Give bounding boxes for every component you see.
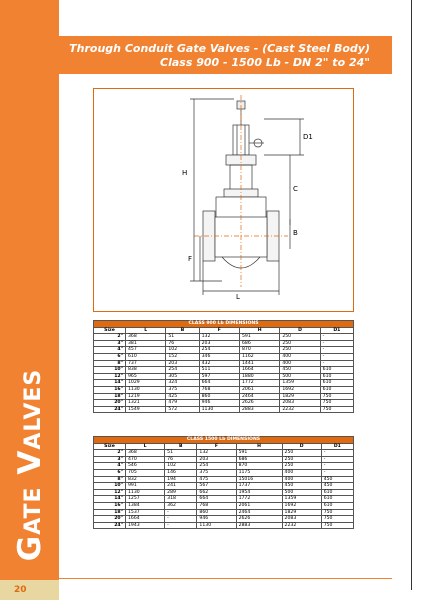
table-cell: 1664 [239,367,279,374]
table-cell: 610 [321,489,353,496]
table-cell: 1549 [126,406,166,413]
col-size: Size [94,443,126,450]
table-row [94,393,354,400]
table-cell: 250 [280,340,320,347]
valve-drawing [94,89,355,313]
table-cell: 375 [197,469,236,476]
table-cell: 1772 [236,496,282,503]
table-cell: 6" [94,353,126,360]
table-row [94,509,354,516]
col-size: Size [94,327,126,334]
table-cell: 475 [197,476,236,483]
table-cell: 250 [282,456,321,463]
table-cell: 450 [282,483,321,490]
table-cell: 965 [126,373,166,380]
table-row [94,373,354,380]
table-cell: 425 [166,393,199,400]
table-cell: 1130 [126,386,166,393]
table-cell: 51 [166,334,199,341]
table-cell: 511 [199,367,239,374]
table-cell: 1257 [126,496,165,503]
table-cell: 152 [166,353,199,360]
table-cell: 3" [94,456,126,463]
table-row [94,347,354,354]
table-cell: 1692 [282,502,321,509]
table-cell: 610 [126,353,166,360]
table-cell: 705 [126,469,165,476]
table-row [94,334,354,341]
table-cell: 750 [321,516,353,523]
table-cell: 610 [320,373,353,380]
side-title-text: Gate Valves [12,368,48,562]
table-cell: 20" [94,516,126,523]
page-number: 20 [14,585,27,595]
table-cell: - [320,334,353,341]
table-cell: 1162 [239,353,279,360]
table-cell: 250 [282,450,321,457]
table-cell: 254 [199,347,239,354]
table-cell: 4" [94,347,126,354]
table-cell: 832 [126,476,165,483]
table-cell: 1359 [280,380,320,387]
table-cell: 3" [94,340,126,347]
table-cell: 2" [94,334,126,341]
table-cell: 1880 [239,373,279,380]
bottom-rule [59,578,392,579]
table-row [94,496,354,503]
class1500-body [94,450,354,529]
col-D1: D1 [320,327,353,334]
table-cell: - [321,450,353,457]
table-row [94,400,354,407]
table-cell: 1029 [126,380,166,387]
table-cell: 1829 [282,509,321,516]
col-B: B [166,327,199,334]
table-cell: 470 [126,456,165,463]
table-cell: 2232 [282,522,321,529]
table-cell: 2626 [239,400,279,407]
table-cell: 16" [94,386,126,393]
table-cell: - [321,469,353,476]
col-H: H [236,443,282,450]
table-cell: 51 [165,450,197,457]
table-cell: - [320,360,353,367]
table-cell: 132 [197,450,236,457]
table-cell: 591 [239,334,279,341]
label-D1: D1 [303,133,313,141]
label-C: C [293,185,298,193]
table-cell: 479 [166,400,199,407]
table-cell: 991 [126,483,165,490]
class1500-table [93,436,354,529]
table-cell: 346 [199,353,239,360]
table-cell: 18" [94,509,126,516]
table-cell: 2061 [236,502,282,509]
table-cell: 16" [94,502,126,509]
table-cell: 14" [94,496,126,503]
table-cell: - [320,347,353,354]
class1500-caption: CLASS 1500 Lb DIMENSIONS [94,437,354,444]
table-cell: 591 [236,450,282,457]
table-row [94,360,354,367]
table-cell: 250 [280,334,320,341]
table-cell: 203 [166,360,199,367]
table-cell: 76 [165,456,197,463]
table-cell: 2083 [282,516,321,523]
label-B: B [293,229,298,237]
table-cell: 1954 [236,489,282,496]
table-cell: 400 [282,476,321,483]
label-H: H [182,169,188,177]
table-cell: 610 [320,367,353,374]
table-cell: 2464 [239,393,279,400]
table-row [94,502,354,509]
table-cell: 362 [165,502,197,509]
table-cell: 375 [166,386,199,393]
table-cell: 838 [126,367,166,374]
table-cell: 610 [321,496,353,503]
table-cell: 1219 [126,393,166,400]
page-title-line1: Through Conduit Gate Valves - (Cast Steel Body) [69,42,370,55]
table-cell: 2626 [236,516,282,523]
table-cell: 768 [197,502,236,509]
table-cell: 8" [94,360,126,367]
table-cell: 1175 [236,469,282,476]
table-cell: 1692 [280,386,320,393]
table-cell: 1737 [236,483,282,490]
class900-caption: CLASS 900 Lb DIMENSIONS [94,321,354,328]
table-cell: 610 [320,386,353,393]
table-cell: 305 [166,373,199,380]
table-cell: 2883 [236,522,282,529]
table-cell: 450 [321,476,353,483]
table-cell: 860 [199,393,239,400]
table-cell: - [321,463,353,470]
table-row [94,386,354,393]
table-cell: 241 [165,483,197,490]
table-cell: 2061 [239,386,279,393]
col-D: D [282,443,321,450]
table-row [94,516,354,523]
table-row [94,483,354,490]
col-H: H [239,327,279,334]
table-cell: 2464 [236,509,282,516]
table-cell: 2083 [280,400,320,407]
table-cell: 2232 [280,406,320,413]
table-cell: 12" [94,373,126,380]
table-cell: 1943 [126,522,165,529]
table-cell: 102 [166,347,199,354]
table-cell: 1384 [126,502,165,509]
table-cell: 318 [165,496,197,503]
drawing-frame [93,88,354,312]
table-cell: 254 [166,367,199,374]
table-cell: 146 [165,469,197,476]
table-cell: - [165,509,197,516]
table-cell: 203 [199,340,239,347]
table-cell: 946 [197,516,236,523]
class900-header-row [94,327,354,334]
col-L: L [126,443,165,450]
table-cell: - [165,516,197,523]
table-cell: 10" [94,367,126,374]
table-cell: 500 [280,373,320,380]
table-cell: 4" [94,463,126,470]
table-cell: 572 [166,406,199,413]
table-cell: 368 [126,334,166,341]
table-cell: 20" [94,400,126,407]
table-cell: 24" [94,522,126,529]
table-cell: 250 [280,347,320,354]
col-D1: D1 [321,443,353,450]
table-cell: 1321 [126,400,166,407]
table-cell: - [321,456,353,463]
table-cell: 1772 [239,380,279,387]
table-cell: 15016 [236,476,282,483]
table-cell: 6" [94,469,126,476]
table-cell: 381 [126,340,166,347]
table-cell: 750 [320,400,353,407]
col-F: F [199,327,239,334]
class900-table [93,320,354,413]
table-cell: 400 [282,469,321,476]
class900-body [94,334,354,413]
table-cell: 450 [280,367,320,374]
table-cell: 2" [94,450,126,457]
table-cell: - [165,522,197,529]
table-cell: 750 [321,509,353,516]
table-cell: 289 [165,489,197,496]
table-row [94,476,354,483]
table-cell: 946 [199,400,239,407]
table-cell: 610 [321,502,353,509]
table-cell: 450 [321,483,353,490]
table-cell: 750 [320,393,353,400]
table-row [94,489,354,496]
table-cell: 12" [94,489,126,496]
table-cell: 18" [94,393,126,400]
table-cell: 750 [321,522,353,529]
table-row [94,469,354,476]
table-cell: 1441 [239,360,279,367]
table-cell: 14" [94,380,126,387]
table-cell: 664 [199,380,239,387]
table-row [94,406,354,413]
table-cell: 1130 [197,522,236,529]
table-row [94,367,354,374]
table-row [94,353,354,360]
table-cell: 24" [94,406,126,413]
col-F: F [197,443,236,450]
table-cell: 737 [126,360,166,367]
table-cell: 1829 [280,393,320,400]
table-cell: 546 [126,463,165,470]
table-cell: 1537 [126,509,165,516]
table-cell: 400 [280,360,320,367]
col-L: L [126,327,166,334]
table-cell: 610 [320,380,353,387]
table-cell: 368 [126,450,165,457]
table-cell: 567 [197,483,236,490]
table-row [94,456,354,463]
table-cell: 254 [197,463,236,470]
table-cell: 10" [94,483,126,490]
table-cell: 750 [320,406,353,413]
class1500-header-row [94,443,354,450]
table-cell: 597 [199,373,239,380]
table-cell: 194 [165,476,197,483]
table-cell: 768 [199,386,239,393]
table-row [94,463,354,470]
table-row [94,380,354,387]
table-cell: 457 [126,347,166,354]
table-cell: 860 [197,509,236,516]
table-row [94,450,354,457]
table-cell: 1130 [126,489,165,496]
table-cell: 1130 [199,406,239,413]
table-cell: - [320,340,353,347]
table-cell: 686 [236,456,282,463]
table-cell: 500 [282,489,321,496]
table-cell: 8" [94,476,126,483]
table-cell: 1359 [282,496,321,503]
table-cell: 686 [239,340,279,347]
table-cell: 76 [166,340,199,347]
table-cell: 400 [280,353,320,360]
side-title [6,360,54,570]
table-cell: 324 [166,380,199,387]
table-row [94,340,354,347]
table-cell: 102 [165,463,197,470]
table-cell: 662 [197,489,236,496]
label-L: L [236,293,240,301]
table-cell: - [320,353,353,360]
page-divider [411,0,412,590]
label-F: F [188,255,193,263]
table-cell: 203 [197,456,236,463]
col-B: B [165,443,197,450]
table-cell: 2883 [239,406,279,413]
table-cell: 432 [199,360,239,367]
table-row [94,522,354,529]
table-cell: 664 [197,496,236,503]
col-D: D [280,327,320,334]
table-cell: 132 [199,334,239,341]
table-cell: 1664 [126,516,165,523]
table-cell: 250 [282,463,321,470]
table-cell: 870 [239,347,279,354]
page-title-line2: Class 900 - 1500 Lb - DN 2" to 24" [160,56,370,69]
table-cell: 870 [236,463,282,470]
